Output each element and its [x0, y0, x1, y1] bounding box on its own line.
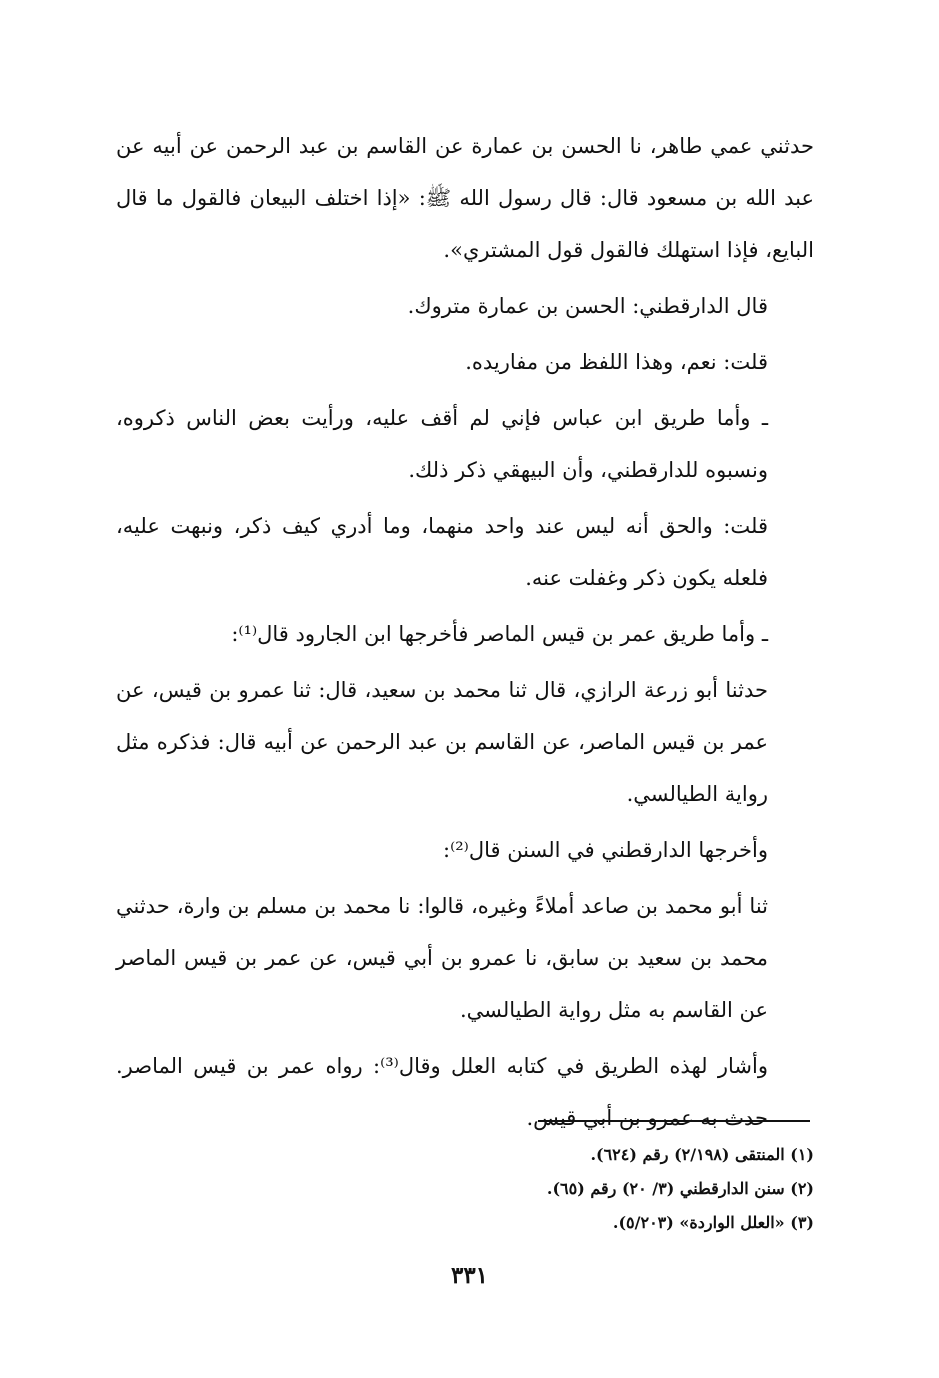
footnote-2: (٢) سنن الدارقطني (٣/ ٢٠) رقم (٦٥).: [546, 1179, 814, 1198]
paragraph-10: وأشار لهذه الطريق في كتابه العلل وقال⁽³⁾: رواه عمر بن قيس الماصر. حدث به عمرو بن أبي قيس.: [116, 1054, 768, 1130]
paragraph-5: قلت: والحق أنه ليس عند واحد منهما، وما أدري كيف ذكر، ونبهت عليه، فلعله يكون ذكر وغفلت عنه.: [116, 514, 768, 590]
paragraph-1: حدثني عمي طاهر، نا الحسن بن عمارة عن القاسم بن عبد الرحمن عن أبيه عن عبد الله بن مسعود قال: قال رسول الله ﷺ: «إذا اختلف البيعان فالقول ما قال البايع، فإذا استهلك فالقول قول المشتري».: [116, 134, 814, 262]
main-text: [116, 120, 814, 1144]
paragraph-8: وأخرجها الدارقطني في السنن قال⁽²⁾:: [443, 838, 768, 862]
paragraph-2: قال الدارقطني: الحسن بن عمارة متروك.: [407, 294, 768, 318]
footnotes: [116, 1138, 814, 1240]
paragraph-3: قلت: نعم، وهذا اللفظ من مفاريده.: [465, 350, 768, 374]
footnote-divider: [538, 1120, 810, 1122]
paragraph-6: ـ وأما طريق عمر بن قيس الماصر فأخرجها ابن الجارود قال⁽¹⁾:: [231, 622, 768, 646]
paragraph-4: ـ وأما طريق ابن عباس فإني لم أقف عليه، ورأيت بعض الناس ذكروه، ونسبوه للدارقطني، وأن البيهقي ذكر ذلك.: [116, 406, 768, 482]
paragraph-7: حدثنا أبو زرعة الرازي، قال ثنا محمد بن سعيد، قال: ثنا عمرو بن قيس، عن عمر بن قيس الماصر، عن القاسم بن عبد الرحمن عن أبيه قال: فذكره مثل رواية الطيالسي.: [116, 678, 768, 806]
footnote-3: (٣) «العلل الواردة» (٥/٢٠٣).: [612, 1213, 814, 1232]
paragraph-9: ثنا أبو محمد بن صاعد أملاءً وغيره، قالوا: نا محمد بن مسلم بن وارة، حدثني محمد بن سعيد بن سابق، نا عمرو بن أبي قيس، عن عمر بن قيس الماصر عن القاسم به مثل رواية الطيالسي.: [116, 894, 768, 1022]
page-number: ٣٣١: [450, 1262, 489, 1289]
footnote-1: (١) المنتقى (٢/١٩٨) رقم (٦٢٤).: [590, 1145, 814, 1164]
